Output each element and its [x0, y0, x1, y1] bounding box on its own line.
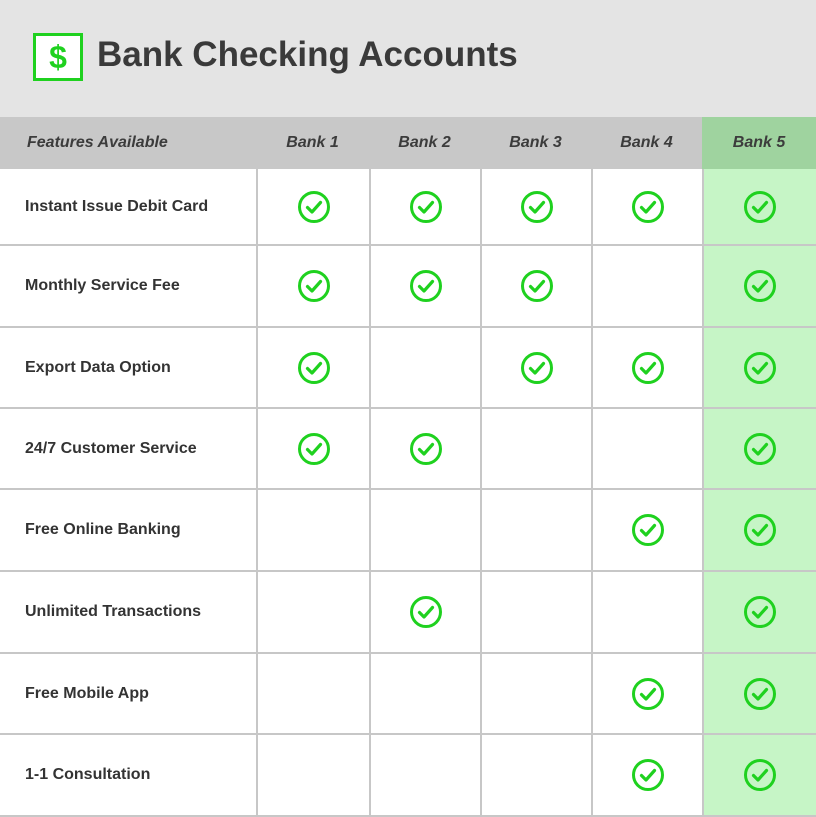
availability-cell	[369, 169, 480, 246]
check-circle-icon	[743, 190, 777, 224]
check-circle-icon	[743, 269, 777, 303]
availability-cell	[702, 572, 816, 654]
feature-label: Free Online Banking	[0, 490, 256, 572]
availability-cell	[702, 169, 816, 246]
availability-cell	[256, 654, 369, 735]
check-circle-icon	[631, 513, 665, 547]
availability-cell	[369, 490, 480, 572]
feature-label: Unlimited Transactions	[0, 572, 256, 654]
check-circle-icon	[631, 351, 665, 385]
availability-cell	[480, 572, 591, 654]
availability-cell	[480, 409, 591, 490]
availability-cell	[702, 409, 816, 490]
check-circle-icon	[743, 758, 777, 792]
availability-cell	[369, 246, 480, 328]
availability-cell	[369, 409, 480, 490]
availability-cell	[702, 490, 816, 572]
availability-cell	[256, 409, 369, 490]
availability-cell	[256, 572, 369, 654]
check-circle-icon	[520, 351, 554, 385]
dollar-sign-icon	[33, 33, 83, 81]
availability-cell	[591, 409, 702, 490]
feature-label: Monthly Service Fee	[0, 246, 256, 328]
check-circle-icon	[743, 595, 777, 629]
availability-cell	[256, 169, 369, 246]
availability-cell	[591, 735, 702, 817]
availability-cell	[369, 735, 480, 817]
comparison-table	[0, 117, 816, 815]
availability-cell	[369, 328, 480, 409]
check-circle-icon	[297, 351, 331, 385]
check-circle-icon	[631, 758, 665, 792]
availability-cell	[480, 654, 591, 735]
dollar-sign-glyph: $	[49, 39, 67, 75]
availability-cell	[591, 246, 702, 328]
check-circle-icon	[631, 677, 665, 711]
availability-cell	[591, 169, 702, 246]
check-circle-icon	[297, 190, 331, 224]
bank-column-header: Bank 1	[256, 117, 369, 169]
availability-cell	[591, 572, 702, 654]
check-circle-icon	[409, 190, 443, 224]
feature-label: Instant Issue Debit Card	[0, 169, 256, 246]
check-circle-icon	[409, 432, 443, 466]
bank-column-header: Bank 3	[480, 117, 591, 169]
page-title: Bank Checking Accounts	[97, 35, 518, 74]
feature-label: Export Data Option	[0, 328, 256, 409]
feature-label: 24/7 Customer Service	[0, 409, 256, 490]
feature-label: 1-1 Consultation	[0, 735, 256, 817]
check-circle-icon	[409, 269, 443, 303]
availability-cell	[591, 490, 702, 572]
availability-cell	[369, 654, 480, 735]
check-circle-icon	[520, 190, 554, 224]
feature-label: Free Mobile App	[0, 654, 256, 735]
check-circle-icon	[409, 595, 443, 629]
availability-cell	[480, 490, 591, 572]
check-circle-icon	[743, 677, 777, 711]
availability-cell	[256, 246, 369, 328]
availability-cell	[369, 572, 480, 654]
check-circle-icon	[743, 432, 777, 466]
availability-cell	[256, 490, 369, 572]
check-circle-icon	[297, 432, 331, 466]
availability-cell	[256, 328, 369, 409]
check-circle-icon	[743, 351, 777, 385]
bank-column-header: Bank 5	[702, 117, 816, 169]
features-column-header: Features Available	[0, 117, 256, 169]
check-circle-icon	[743, 513, 777, 547]
bank-column-header: Bank 2	[369, 117, 480, 169]
availability-cell	[702, 246, 816, 328]
availability-cell	[591, 328, 702, 409]
availability-cell	[702, 735, 816, 817]
availability-cell	[480, 328, 591, 409]
availability-cell	[702, 328, 816, 409]
check-circle-icon	[631, 190, 665, 224]
availability-cell	[480, 735, 591, 817]
availability-cell	[480, 246, 591, 328]
availability-cell	[256, 735, 369, 817]
bank-column-header: Bank 4	[591, 117, 702, 169]
availability-cell	[480, 169, 591, 246]
availability-cell	[702, 654, 816, 735]
page-header	[0, 0, 816, 117]
availability-cell	[591, 654, 702, 735]
check-circle-icon	[297, 269, 331, 303]
check-circle-icon	[520, 269, 554, 303]
